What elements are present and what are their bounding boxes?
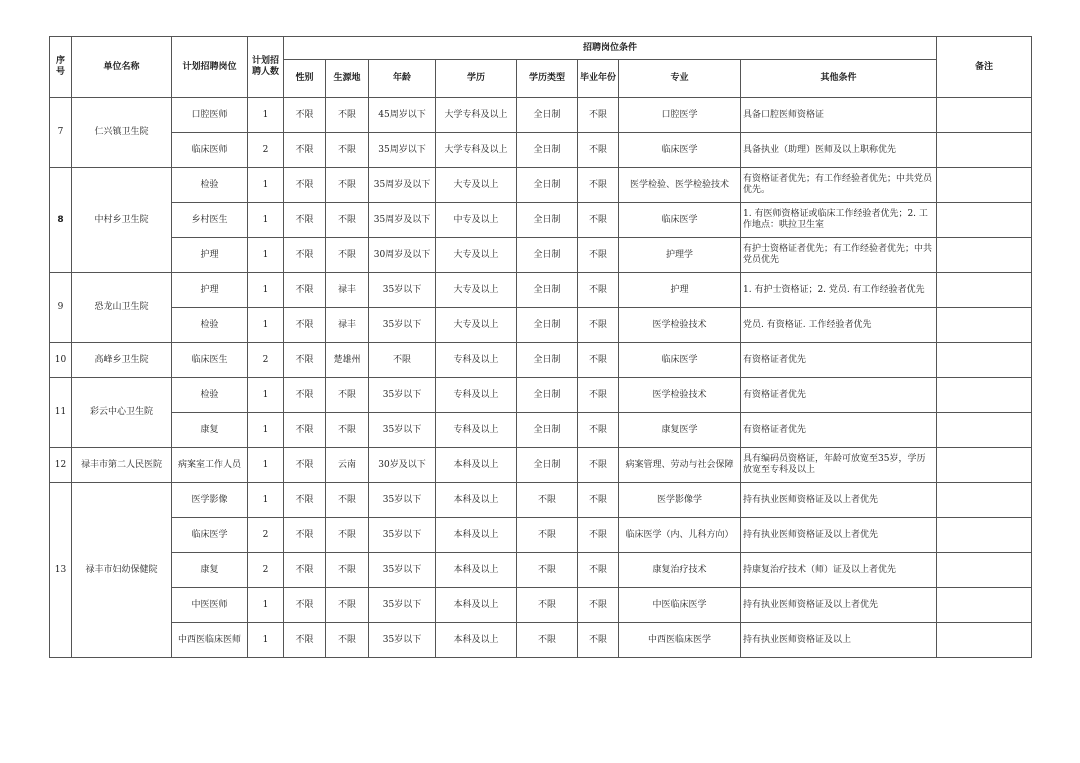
- cell-gender: 不限: [284, 448, 326, 483]
- cell-other: 有资格证者优先: [741, 343, 937, 378]
- cell-age: 35周岁以下: [369, 133, 436, 168]
- cell-major: 康复治疗技术: [619, 553, 741, 588]
- cell-seq: 9: [50, 273, 72, 343]
- cell-grad-year: 不限: [578, 98, 619, 133]
- cell-gender: 不限: [284, 518, 326, 553]
- cell-major: 医学检验、医学检验技术: [619, 168, 741, 203]
- cell-seq: 13: [50, 483, 72, 658]
- cell-seq: 7: [50, 98, 72, 168]
- cell-position: 康复: [172, 553, 248, 588]
- cell-major: 医学影像学: [619, 483, 741, 518]
- cell-edu-type: 不限: [517, 623, 578, 658]
- cell-unit: 彩云中心卫生院: [72, 378, 172, 448]
- cell-gender: 不限: [284, 623, 326, 658]
- cell-position: 检验: [172, 168, 248, 203]
- cell-other: 1. 有医师资格证或临床工作经验者优先；2. 工作地点：哄拉卫生室: [741, 203, 937, 238]
- cell-other: 持有执业医师资格证及以上者优先: [741, 483, 937, 518]
- cell-grad-year: 不限: [578, 378, 619, 413]
- cell-origin: 禄丰: [326, 308, 369, 343]
- cell-grad-year: 不限: [578, 343, 619, 378]
- cell-seq: 11: [50, 378, 72, 448]
- cell-position: 医学影像: [172, 483, 248, 518]
- table-row: [50, 308, 1032, 343]
- cell-remarks: [937, 133, 1032, 168]
- cell-edu-type: 全日制: [517, 308, 578, 343]
- cell-education: 专科及以上: [436, 343, 517, 378]
- header-gender: 性别: [284, 60, 326, 98]
- cell-age: 35岁以下: [369, 553, 436, 588]
- cell-unit: 仁兴镇卫生院: [72, 98, 172, 168]
- cell-grad-year: 不限: [578, 273, 619, 308]
- cell-edu-type: 不限: [517, 553, 578, 588]
- cell-education: 本科及以上: [436, 448, 517, 483]
- cell-remarks: [937, 343, 1032, 378]
- table-row: [50, 133, 1032, 168]
- table-row: [50, 518, 1032, 553]
- cell-other: 党员. 有资格证. 工作经验者优先: [741, 308, 937, 343]
- cell-position: 护理: [172, 273, 248, 308]
- header-other: 其他条件: [741, 60, 937, 98]
- cell-edu-type: 全日制: [517, 238, 578, 273]
- header-grad-year: 毕业年份: [578, 60, 619, 98]
- cell-count: 1: [248, 378, 284, 413]
- table-body: [50, 98, 1032, 658]
- cell-gender: 不限: [284, 273, 326, 308]
- cell-other: 持有执业医师资格证及以上者优先: [741, 588, 937, 623]
- cell-origin: 不限: [326, 553, 369, 588]
- cell-age: 35岁以下: [369, 518, 436, 553]
- table-row: [50, 378, 1032, 413]
- table-row: [50, 203, 1032, 238]
- cell-age: 35岁以下: [369, 308, 436, 343]
- cell-other: 具有编码员资格证，年龄可放宽至35岁，学历放宽至专科及以上: [741, 448, 937, 483]
- cell-age: 35周岁及以下: [369, 168, 436, 203]
- cell-age: 30周岁及以下: [369, 238, 436, 273]
- cell-education: 本科及以上: [436, 553, 517, 588]
- cell-gender: 不限: [284, 98, 326, 133]
- cell-major: 护理: [619, 273, 741, 308]
- cell-edu-type: 不限: [517, 518, 578, 553]
- cell-unit: 禄丰市妇幼保健院: [72, 483, 172, 658]
- header-conditions: 招聘岗位条件: [284, 37, 937, 60]
- cell-edu-type: 全日制: [517, 378, 578, 413]
- header-position: 计划招聘岗位: [172, 37, 248, 98]
- cell-education: 专科及以上: [436, 413, 517, 448]
- cell-count: 2: [248, 133, 284, 168]
- cell-remarks: [937, 98, 1032, 133]
- cell-education: 本科及以上: [436, 623, 517, 658]
- table-row: [50, 448, 1032, 483]
- cell-gender: 不限: [284, 238, 326, 273]
- table-row: [50, 623, 1032, 658]
- cell-count: 1: [248, 98, 284, 133]
- table-row: [50, 413, 1032, 448]
- cell-major: 临床医学: [619, 343, 741, 378]
- cell-age: 35岁以下: [369, 623, 436, 658]
- cell-grad-year: 不限: [578, 588, 619, 623]
- header-age: 年龄: [369, 60, 436, 98]
- cell-count: 1: [248, 448, 284, 483]
- cell-gender: 不限: [284, 308, 326, 343]
- cell-education: 本科及以上: [436, 518, 517, 553]
- cell-grad-year: 不限: [578, 203, 619, 238]
- cell-unit: 中村乡卫生院: [72, 168, 172, 273]
- table-row: [50, 553, 1032, 588]
- cell-major: 临床医学: [619, 133, 741, 168]
- cell-major: 护理学: [619, 238, 741, 273]
- cell-position: 检验: [172, 308, 248, 343]
- cell-major: 医学检验技术: [619, 308, 741, 343]
- cell-position: 乡村医生: [172, 203, 248, 238]
- cell-gender: 不限: [284, 553, 326, 588]
- cell-origin: 不限: [326, 238, 369, 273]
- cell-age: 45周岁以下: [369, 98, 436, 133]
- cell-edu-type: 全日制: [517, 273, 578, 308]
- cell-gender: 不限: [284, 133, 326, 168]
- cell-age: 35岁以下: [369, 273, 436, 308]
- cell-position: 护理: [172, 238, 248, 273]
- cell-grad-year: 不限: [578, 448, 619, 483]
- cell-other: 有资格证者优先: [741, 378, 937, 413]
- cell-origin: 禄丰: [326, 273, 369, 308]
- cell-other: 具备口腔医师资格证: [741, 98, 937, 133]
- cell-remarks: [937, 553, 1032, 588]
- cell-other: 具备执业（助理）医师及以上职称优先: [741, 133, 937, 168]
- recruitment-table: [49, 36, 1032, 658]
- cell-seq: 8: [50, 168, 72, 273]
- cell-major: 临床医学: [619, 203, 741, 238]
- table-row: [50, 98, 1032, 133]
- cell-count: 1: [248, 623, 284, 658]
- cell-count: 1: [248, 588, 284, 623]
- cell-edu-type: 全日制: [517, 448, 578, 483]
- header-remarks: 备注: [937, 37, 1032, 98]
- header-major: 专业: [619, 60, 741, 98]
- cell-seq: 10: [50, 343, 72, 378]
- cell-remarks: [937, 413, 1032, 448]
- header-unit: 单位名称: [72, 37, 172, 98]
- cell-edu-type: 全日制: [517, 203, 578, 238]
- cell-position: 口腔医师: [172, 98, 248, 133]
- cell-age: 35岁以下: [369, 378, 436, 413]
- table-row: [50, 168, 1032, 203]
- cell-count: 1: [248, 273, 284, 308]
- cell-unit: 禄丰市第二人民医院: [72, 448, 172, 483]
- cell-edu-type: 全日制: [517, 133, 578, 168]
- cell-position: 病案室工作人员: [172, 448, 248, 483]
- cell-position: 中西医临床医师: [172, 623, 248, 658]
- cell-count: 2: [248, 553, 284, 588]
- cell-origin: 云南: [326, 448, 369, 483]
- cell-other: 持康复治疗技术（师）证及以上者优先: [741, 553, 937, 588]
- cell-age: 35岁以下: [369, 413, 436, 448]
- cell-position: 康复: [172, 413, 248, 448]
- cell-count: 2: [248, 518, 284, 553]
- cell-origin: 不限: [326, 623, 369, 658]
- cell-unit: 高峰乡卫生院: [72, 343, 172, 378]
- cell-remarks: [937, 308, 1032, 343]
- cell-gender: 不限: [284, 588, 326, 623]
- table-row: [50, 588, 1032, 623]
- cell-origin: 不限: [326, 413, 369, 448]
- cell-unit: 恐龙山卫生院: [72, 273, 172, 343]
- table-row: [50, 238, 1032, 273]
- cell-gender: 不限: [284, 343, 326, 378]
- cell-count: 1: [248, 203, 284, 238]
- cell-origin: 不限: [326, 168, 369, 203]
- cell-age: 不限: [369, 343, 436, 378]
- cell-edu-type: 全日制: [517, 98, 578, 133]
- cell-major: 口腔医学: [619, 98, 741, 133]
- cell-edu-type: 全日制: [517, 168, 578, 203]
- cell-age: 30岁及以下: [369, 448, 436, 483]
- header-origin: 生源地: [326, 60, 369, 98]
- cell-education: 大专及以上: [436, 273, 517, 308]
- cell-other: 有资格证者优先: [741, 413, 937, 448]
- cell-position: 检验: [172, 378, 248, 413]
- cell-count: 1: [248, 308, 284, 343]
- cell-education: 大专及以上: [436, 238, 517, 273]
- cell-age: 35周岁及以下: [369, 203, 436, 238]
- cell-gender: 不限: [284, 203, 326, 238]
- cell-major: 临床医学（内、儿科方向）: [619, 518, 741, 553]
- cell-gender: 不限: [284, 168, 326, 203]
- cell-grad-year: 不限: [578, 308, 619, 343]
- cell-grad-year: 不限: [578, 168, 619, 203]
- cell-remarks: [937, 448, 1032, 483]
- cell-origin: 不限: [326, 588, 369, 623]
- cell-other: 持有执业医师资格证及以上: [741, 623, 937, 658]
- cell-major: 康复医学: [619, 413, 741, 448]
- cell-count: 1: [248, 238, 284, 273]
- cell-remarks: [937, 588, 1032, 623]
- cell-position: 临床医生: [172, 343, 248, 378]
- cell-origin: 不限: [326, 203, 369, 238]
- cell-age: 35岁以下: [369, 483, 436, 518]
- cell-other: 有护士资格证者优先；有工作经验者优先；中共党员优先: [741, 238, 937, 273]
- cell-other: 持有执业医师资格证及以上者优先: [741, 518, 937, 553]
- cell-remarks: [937, 623, 1032, 658]
- cell-gender: 不限: [284, 413, 326, 448]
- cell-remarks: [937, 378, 1032, 413]
- header-count: 计划招聘人数: [248, 37, 284, 98]
- cell-position: 中医医师: [172, 588, 248, 623]
- cell-count: 1: [248, 168, 284, 203]
- cell-remarks: [937, 483, 1032, 518]
- header-education: 学历: [436, 60, 517, 98]
- cell-remarks: [937, 203, 1032, 238]
- table-row: [50, 343, 1032, 378]
- cell-education: 本科及以上: [436, 483, 517, 518]
- cell-origin: 不限: [326, 483, 369, 518]
- cell-remarks: [937, 273, 1032, 308]
- cell-gender: 不限: [284, 378, 326, 413]
- cell-grad-year: 不限: [578, 238, 619, 273]
- cell-age: 35岁以下: [369, 588, 436, 623]
- cell-origin: 不限: [326, 518, 369, 553]
- cell-major: 中医临床医学: [619, 588, 741, 623]
- cell-origin: 不限: [326, 133, 369, 168]
- table-row: [50, 483, 1032, 518]
- cell-gender: 不限: [284, 483, 326, 518]
- header-edu-type: 学历类型: [517, 60, 578, 98]
- table-header: [50, 37, 1032, 98]
- cell-edu-type: 不限: [517, 588, 578, 623]
- cell-grad-year: 不限: [578, 623, 619, 658]
- cell-education: 大学专科及以上: [436, 133, 517, 168]
- cell-origin: 楚雄州: [326, 343, 369, 378]
- cell-origin: 不限: [326, 98, 369, 133]
- cell-grad-year: 不限: [578, 413, 619, 448]
- cell-other: 有资格证者优先；有工作经验者优先；中共党员优先。: [741, 168, 937, 203]
- cell-edu-type: 全日制: [517, 413, 578, 448]
- recruitment-table-sheet: [49, 36, 1032, 658]
- cell-education: 中专及以上: [436, 203, 517, 238]
- cell-grad-year: 不限: [578, 133, 619, 168]
- cell-count: 2: [248, 343, 284, 378]
- table-row: [50, 273, 1032, 308]
- cell-grad-year: 不限: [578, 553, 619, 588]
- cell-remarks: [937, 518, 1032, 553]
- cell-major: 病案管理、劳动与社会保障: [619, 448, 741, 483]
- cell-origin: 不限: [326, 378, 369, 413]
- cell-edu-type: 全日制: [517, 343, 578, 378]
- cell-grad-year: 不限: [578, 483, 619, 518]
- cell-position: 临床医学: [172, 518, 248, 553]
- cell-education: 大专及以上: [436, 168, 517, 203]
- cell-edu-type: 不限: [517, 483, 578, 518]
- cell-remarks: [937, 238, 1032, 273]
- cell-count: 1: [248, 483, 284, 518]
- cell-position: 临床医师: [172, 133, 248, 168]
- cell-seq: 12: [50, 448, 72, 483]
- cell-major: 医学检验技术: [619, 378, 741, 413]
- cell-remarks: [937, 168, 1032, 203]
- cell-education: 大专及以上: [436, 308, 517, 343]
- cell-education: 大学专科及以上: [436, 98, 517, 133]
- cell-education: 本科及以上: [436, 588, 517, 623]
- cell-other: 1. 有护士资格证；2. 党员. 有工作经验者优先: [741, 273, 937, 308]
- cell-major: 中西医临床医学: [619, 623, 741, 658]
- cell-count: 1: [248, 413, 284, 448]
- cell-grad-year: 不限: [578, 518, 619, 553]
- header-seq: 序号: [50, 37, 72, 98]
- cell-education: 专科及以上: [436, 378, 517, 413]
